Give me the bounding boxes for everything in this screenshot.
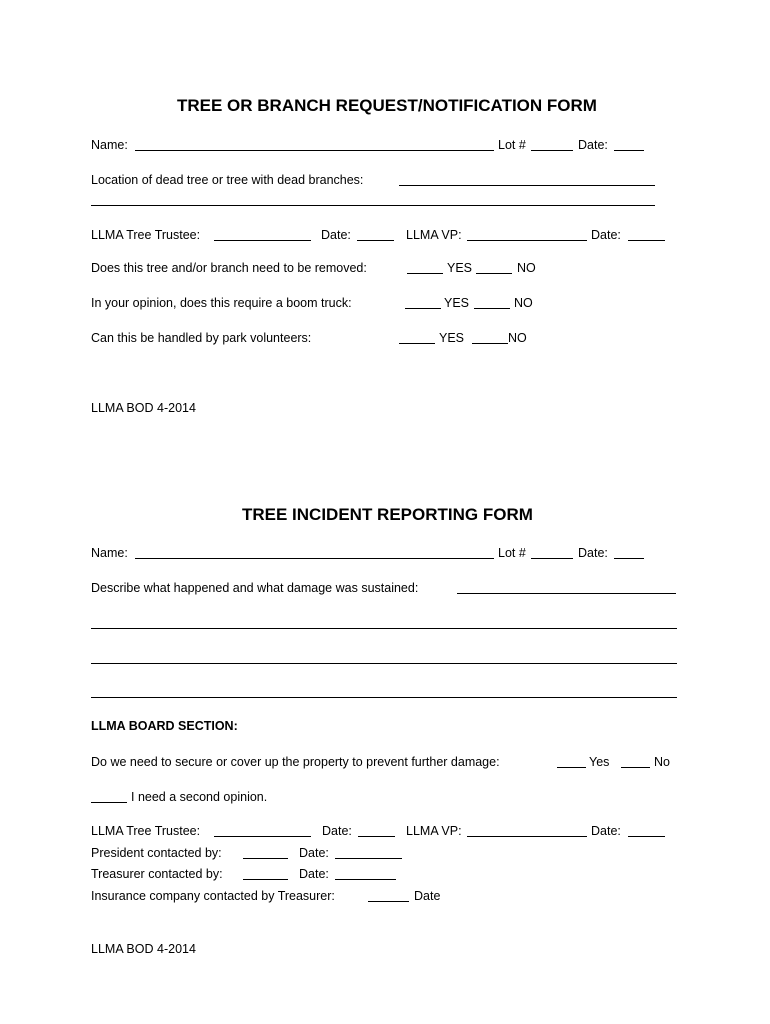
volunteers-yes-label: YES [439,331,465,345]
incident-lot-field[interactable] [531,558,573,559]
incident-trustee-field[interactable] [214,836,311,837]
location-label: Location of dead tree or tree with dead branches: [91,173,364,187]
secure-no-label: No [654,755,670,769]
removed-yes-field[interactable] [407,273,443,274]
removed-yes-label: YES [447,261,473,275]
trustee-date-field[interactable] [357,240,394,241]
incident-vp-date-field[interactable] [628,836,665,837]
president-label: President contacted by: [91,846,222,860]
lot-label: Lot # [498,138,526,152]
incident-trustee-label: LLMA Tree Trustee: [91,824,201,838]
incident-trustee-date-label: Date: [322,824,352,838]
treasurer-label: Treasurer contacted by: [91,867,223,881]
incident-form-title: TREE INCIDENT REPORTING FORM [242,505,533,524]
request-form-footer: LLMA BOD 4-2014 [91,401,196,415]
boom-no-field[interactable] [474,308,510,309]
describe-field-line-4[interactable] [91,697,677,698]
insurance-date-label: Date [414,889,441,903]
treasurer-field[interactable] [243,879,288,880]
removed-no-field[interactable] [476,273,512,274]
incident-date-label: Date: [578,546,608,560]
volunteers-no-label: NO [508,331,527,345]
name-field[interactable] [135,150,494,151]
secure-yes-field[interactable] [557,767,586,768]
insurance-field[interactable] [368,901,409,902]
describe-field-line-2[interactable] [91,628,677,629]
treasurer-date-field[interactable] [335,879,396,880]
incident-trustee-date-field[interactable] [358,836,395,837]
second-opinion-field[interactable] [91,802,127,803]
location-field-line-2[interactable] [91,205,655,206]
second-opinion-label: I need a second opinion. [131,790,268,804]
incident-vp-label: LLMA VP: [406,824,462,838]
question-volunteers: Can this be handled by park volunteers: [91,331,312,345]
volunteers-no-field[interactable] [472,343,508,344]
incident-vp-date-label: Date: [591,824,621,838]
question-removed: Does this tree and/or branch need to be removed: [91,261,367,275]
incident-date-field[interactable] [614,558,644,559]
describe-field-line-3[interactable] [91,663,677,664]
president-date-label: Date: [299,846,329,860]
incident-name-label: Name: [91,546,128,560]
boom-no-label: NO [514,296,533,310]
incident-form-footer: LLMA BOD 4-2014 [91,942,196,956]
location-field[interactable] [399,185,655,186]
removed-no-label: NO [517,261,536,275]
trustee-field[interactable] [214,240,311,241]
president-field[interactable] [243,858,288,859]
volunteers-yes-field[interactable] [399,343,435,344]
insurance-label: Insurance company contacted by Treasurer: [91,889,335,903]
boom-yes-field[interactable] [405,308,441,309]
boom-yes-label: YES [444,296,470,310]
incident-lot-label: Lot # [498,546,526,560]
president-date-field[interactable] [335,858,402,859]
trustee-date-label: Date: [321,228,351,242]
describe-field[interactable] [457,593,676,594]
date-field[interactable] [614,150,644,151]
incident-vp-field[interactable] [467,836,587,837]
question-boom-truck: In your opinion, does this require a boom truck: [91,296,352,310]
vp-date-field[interactable] [628,240,665,241]
request-form-title: TREE OR BRANCH REQUEST/NOTIFICATION FORM [177,96,597,115]
describe-label: Describe what happened and what damage was sustained: [91,581,419,595]
secure-no-field[interactable] [621,767,650,768]
treasurer-date-label: Date: [299,867,329,881]
board-section-heading: LLMA BOARD SECTION: [91,719,238,733]
trustee-label: LLMA Tree Trustee: [91,228,201,242]
secure-yes-label: Yes [589,755,610,769]
name-label: Name: [91,138,128,152]
vp-field[interactable] [467,240,587,241]
vp-date-label: Date: [591,228,621,242]
question-secure-property: Do we need to secure or cover up the property to prevent further damage: [91,755,500,769]
incident-name-field[interactable] [135,558,494,559]
lot-field[interactable] [531,150,573,151]
date-label: Date: [578,138,608,152]
vp-label: LLMA VP: [406,228,462,242]
